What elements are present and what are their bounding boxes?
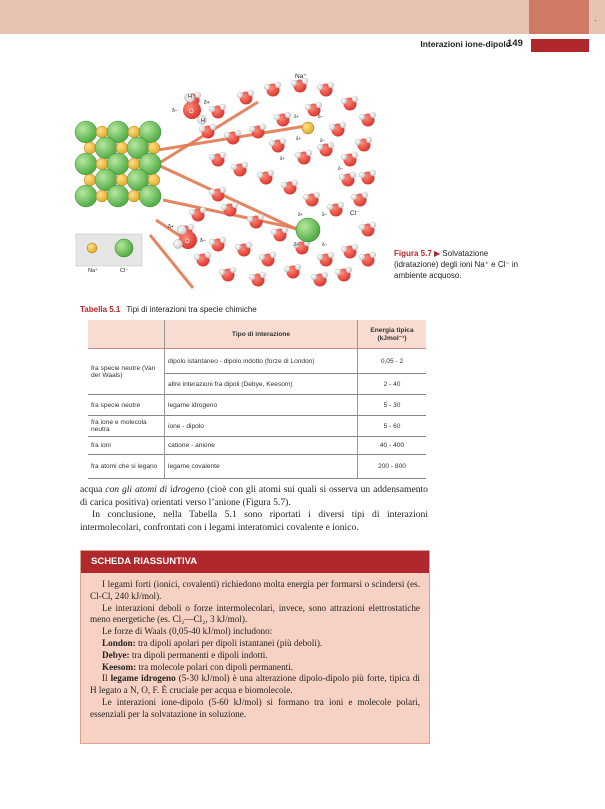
- caption-arrow-icon: ▶: [434, 249, 441, 258]
- row-type: catione - anione: [165, 437, 358, 455]
- row-energy: 2 - 40: [358, 374, 427, 395]
- summary-box: [80, 550, 430, 744]
- water-molecule: [209, 104, 226, 119]
- body-text: [80, 484, 428, 534]
- water-molecule: [291, 78, 308, 93]
- summary-keesom: Keesom: tra molecole polari con dipoli permanenti.: [102, 661, 294, 672]
- caption-text: Solvatazione (idratazione) degli ioni Na⁺ e Cl⁻ in ambiente acquoso.: [394, 249, 519, 280]
- water-molecule: [194, 252, 211, 267]
- top-accent-block: [529, 0, 589, 34]
- running-header: [0, 38, 605, 54]
- water-molecule: [259, 252, 276, 267]
- water-molecule: [339, 172, 356, 187]
- row-energy: 5 - 30: [358, 395, 427, 416]
- summary-line: Le interazioni deboli o forze intermolecolari, invece, sono attrazioni elettrostatiche meno energetiche (es. Cl₂—Cl₂, 3 kJ/mol).: [90, 602, 420, 625]
- sodium-ion: [84, 142, 96, 154]
- row-energy: 40 - 400: [358, 437, 427, 455]
- legend-cl-label: Cl⁻: [120, 268, 129, 274]
- summary-content: [81, 573, 429, 721]
- sodium-ion: [116, 142, 128, 154]
- table-label: Tabella 5.1: [80, 305, 121, 314]
- water-molecule: [359, 222, 376, 237]
- row-type: dipolo istantaneo - dipolo indotto (forze di London): [165, 349, 358, 374]
- row-energy: 0,05 - 2: [358, 349, 427, 374]
- sodium-ion: [116, 174, 128, 186]
- legend-chloride-ion: [115, 239, 133, 257]
- water-molecule: [189, 207, 206, 222]
- table-row: [88, 395, 426, 416]
- label-delta-plus: δ+: [296, 136, 302, 141]
- label-delta-minus: δ–: [172, 108, 178, 114]
- running-title: Interazioni ione-dipolo: [420, 39, 511, 49]
- summary-title: SCHEDA RIASSUNTIVA: [81, 551, 429, 573]
- chloride-ion: [107, 185, 129, 207]
- header-red-bar: [531, 39, 589, 52]
- water-molecule: [317, 82, 334, 97]
- sodium-ion: [96, 126, 108, 138]
- chloride-ion: [75, 153, 97, 175]
- water-molecule: [311, 272, 328, 287]
- header-energia: [358, 320, 427, 349]
- water-molecule: [295, 150, 312, 165]
- table-row: [88, 349, 426, 374]
- solvation-figure: [68, 60, 388, 292]
- label-delta-minus: δ–: [322, 212, 328, 217]
- sodium-ion: [128, 126, 140, 138]
- label-delta-plus: δ+: [280, 156, 286, 161]
- label-delta-minus: δ–: [320, 138, 326, 143]
- body-paragraph-1: acqua con gli atomi di idrogeno (cioè con gli atomi sui quali si osserva un addensamento di carica positiva) orientati verso l’anione (Figura 5.7).: [80, 484, 428, 508]
- water-molecule: [351, 192, 368, 207]
- sodium-ion: [84, 174, 96, 186]
- label-delta-minus: δ–: [338, 166, 344, 171]
- row-type: altre interazioni fra dipoli (Debye, Keesom): [165, 374, 358, 395]
- sodium-ion: [128, 158, 140, 170]
- legend-na-label: Na⁺: [88, 268, 98, 274]
- corner-mark: ·: [594, 15, 597, 25]
- water-molecule: [317, 252, 334, 267]
- chloride-ion: [296, 218, 320, 242]
- label-delta-plus: δ+: [294, 114, 300, 119]
- water-molecule: [329, 122, 346, 137]
- row-group: fra atomi che si legano: [88, 455, 165, 479]
- row-type: ione - dipolo: [165, 416, 358, 437]
- caption-label: Figura 5.7: [394, 249, 432, 258]
- top-color-band: [0, 0, 605, 34]
- water-molecule: [355, 137, 372, 152]
- water-molecule: [359, 170, 376, 185]
- label-o-atom: O: [189, 109, 194, 115]
- summary-line: I legami forti (ionici, covalenti) richiedono molta energia per formarsi o scindersi (es. Cl-Cl, 240 kJ/mol).: [90, 579, 420, 601]
- sodium-ion: [148, 174, 160, 186]
- body-paragraph-2: In conclusione, nella Tabella 5.1 sono riportati i diversi tipi di interazioni intermolecolari, confrontati con i legami interatomici covalente e ionico.: [80, 509, 428, 533]
- water-molecule: [359, 252, 376, 267]
- water-molecule: [209, 152, 226, 167]
- header-tipo: Tipo di interazione: [165, 320, 358, 349]
- summary-debye: Debye: tra dipoli permanenti e dipoli indotti.: [102, 649, 268, 660]
- table-row: [88, 455, 426, 479]
- label-delta-plus: δ+: [294, 242, 300, 247]
- figure-caption: [394, 248, 528, 281]
- sodium-ion: [96, 190, 108, 202]
- label-delta-minus: δ–: [322, 242, 328, 247]
- label-cl-ion: Cl⁻: [350, 210, 360, 217]
- water-molecule: [341, 96, 358, 111]
- label-delta-plus: δ+: [298, 212, 304, 217]
- label-o-atom: O: [185, 239, 190, 245]
- sodium-ion: [148, 142, 160, 154]
- label-delta-minus: δ–: [318, 114, 324, 119]
- header-energia-line1: Energia tipica: [370, 326, 414, 334]
- label-h-atom: H: [201, 118, 205, 124]
- water-molecule: [209, 187, 226, 202]
- interactions-table: [88, 320, 426, 479]
- water-molecule: [303, 192, 320, 207]
- water-molecule: [224, 130, 241, 145]
- water-molecule: [209, 237, 226, 252]
- water-molecule: [231, 162, 248, 177]
- chloride-ion: [75, 185, 97, 207]
- water-molecule: [284, 264, 301, 279]
- row-energy: 5 - 60: [358, 416, 427, 437]
- sodium-ion: [302, 122, 314, 134]
- water-molecule: [235, 242, 252, 257]
- summary-london: London: tra dipoli apolari per dipoli istantanei (più deboli).: [102, 637, 323, 648]
- table-row: [88, 416, 426, 437]
- water-molecule: [247, 214, 264, 229]
- label-delta-plus: δ+: [204, 100, 210, 106]
- chloride-ion: [139, 185, 161, 207]
- summary-line: Le forze di Waals (0,05-40 kJ/mol) includono:: [102, 626, 273, 637]
- water-molecule: [335, 267, 352, 282]
- row-group: fra specie neutre: [88, 395, 165, 416]
- table-row: [88, 437, 426, 455]
- water-molecule: [341, 244, 358, 259]
- row-group: fra ione e molecola neutra: [88, 416, 165, 437]
- table-header-row: [88, 320, 426, 349]
- solvation-illustration: [68, 60, 388, 292]
- water-molecule: [271, 227, 288, 242]
- label-h-atom: H: [188, 94, 192, 100]
- summary-line: Le interazioni ione-dipolo (5-60 kJ/mol) si formano tra ioni e molecole polari, essenziali per la solvatazione in soluzione.: [90, 696, 420, 719]
- water-molecule: [327, 202, 344, 217]
- page-number: 149: [507, 38, 523, 49]
- sodium-ion: [128, 190, 140, 202]
- water-molecule: [269, 138, 286, 153]
- row-energy: 200 - 800: [358, 455, 427, 479]
- water-molecule: [274, 112, 291, 127]
- chloride-ion: [75, 121, 97, 143]
- water-molecule: [219, 267, 236, 282]
- solvation-arrow: [158, 165, 298, 230]
- water-molecule: [237, 90, 254, 105]
- water-molecule: [281, 180, 298, 195]
- row-group: fra specie neutre (Van der Waals): [88, 349, 165, 395]
- row-type: legame covalente: [165, 455, 358, 479]
- water-molecule: [341, 152, 358, 167]
- row-type: legame idrogeno: [165, 395, 358, 416]
- header-energia-line2: (kJmol⁻¹): [377, 334, 407, 342]
- water-molecule: [317, 142, 334, 157]
- water-molecule: [249, 272, 266, 287]
- water-molecule: [359, 112, 376, 127]
- water-molecule: [257, 170, 274, 185]
- table-title-text: Tipi di interazioni tra specie chimiche: [126, 305, 257, 314]
- label-delta-minus: δ–: [200, 238, 206, 244]
- legend-sodium-ion: [87, 243, 97, 253]
- table-title: [80, 305, 257, 314]
- summary-hydrogen-bond: Il legame idrogeno (5-30 kJ/mol) è una alterazione dipolo-dipolo più forte, tipica di H legato a N, O, F. È cruciale per acqua e biomolecole.: [90, 673, 420, 696]
- sodium-ion: [96, 158, 108, 170]
- row-group: fra ioni: [88, 437, 165, 455]
- label-na-ion: Na⁺: [295, 73, 307, 80]
- label-delta-plus: δ+: [168, 224, 174, 230]
- water-molecule: [264, 82, 281, 97]
